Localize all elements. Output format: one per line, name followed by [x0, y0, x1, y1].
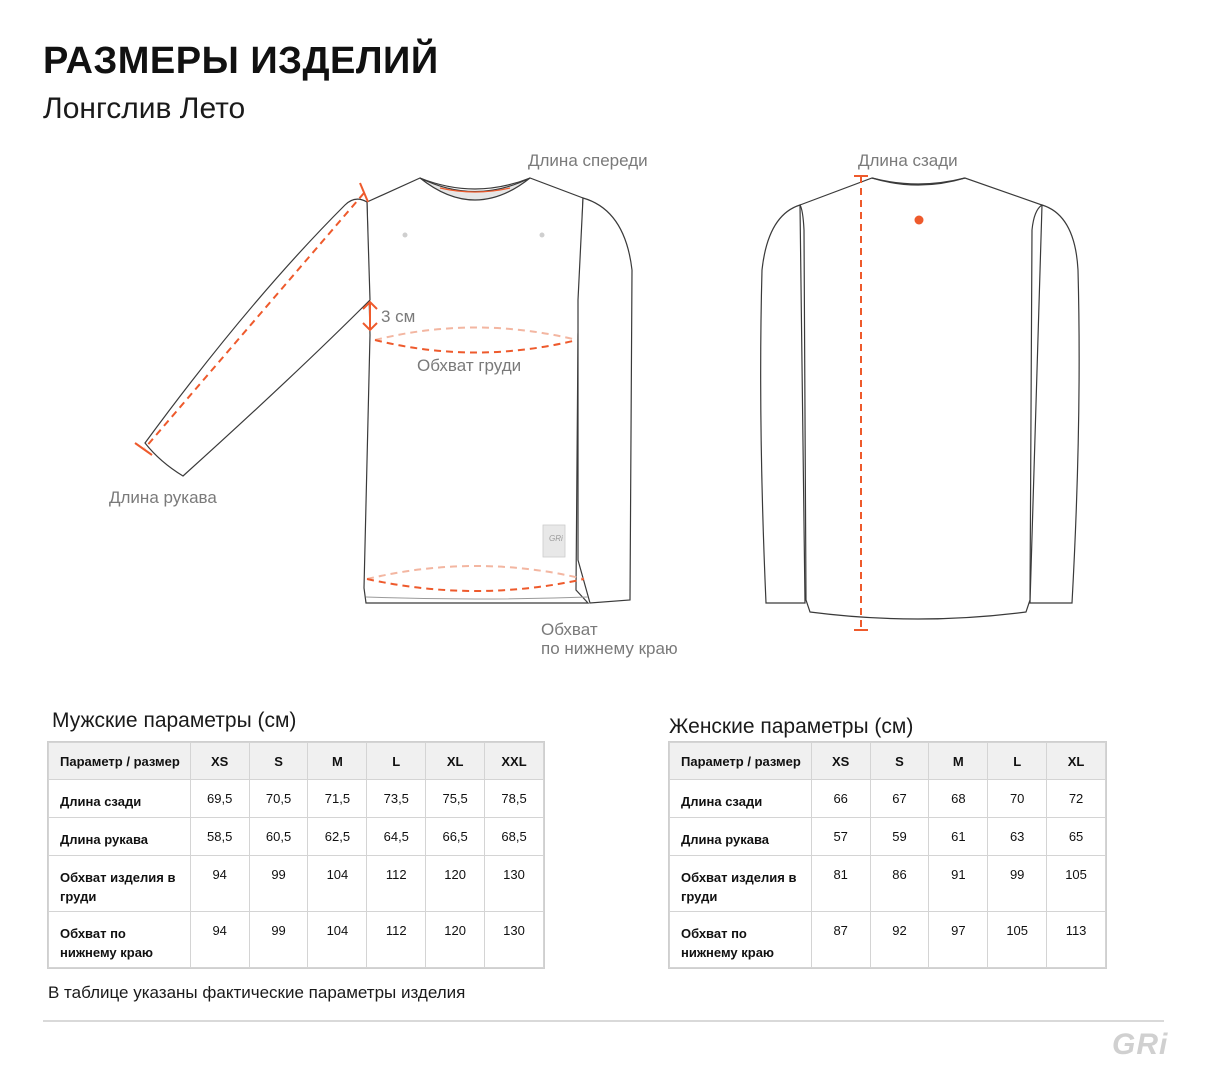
header-size: L	[367, 743, 426, 780]
header-size: M	[929, 743, 988, 780]
cell-value: 70	[988, 780, 1047, 818]
row-label: Длина сзади	[670, 780, 812, 818]
cell-value: 66,5	[426, 818, 485, 856]
cell-value: 120	[426, 856, 485, 912]
header-size: XL	[426, 743, 485, 780]
table-header-row	[670, 743, 1106, 780]
front-dot-right	[540, 233, 545, 238]
header-size: S	[249, 743, 308, 780]
cell-value: 99	[249, 856, 308, 912]
cell-value: 86	[870, 856, 929, 912]
cell-value: 66	[811, 780, 870, 818]
cell-value: 120	[426, 912, 485, 968]
label-sleeve: Длина рукава	[109, 488, 217, 507]
header-size: S	[870, 743, 929, 780]
table-header-row	[49, 743, 544, 780]
cell-value: 104	[308, 912, 367, 968]
table-row	[49, 856, 544, 912]
cell-value: 75,5	[426, 780, 485, 818]
product-name: Лонгслив Лето	[43, 92, 246, 125]
label-back-length: Длина сзади	[858, 151, 958, 170]
cell-value: 130	[485, 856, 544, 912]
label-chest: Обхват груди	[417, 356, 522, 375]
cell-value: 97	[929, 912, 988, 968]
table-row	[670, 912, 1106, 968]
cell-value: 62,5	[308, 818, 367, 856]
header-size: XL	[1047, 743, 1106, 780]
label-hem-line1: Обхват	[541, 620, 598, 639]
men-size-table	[48, 742, 544, 968]
cell-value: 104	[308, 856, 367, 912]
row-label: Длина рукава	[49, 818, 191, 856]
cell-value: 68,5	[485, 818, 544, 856]
row-label: Обхват по нижнему краю	[670, 912, 812, 968]
cell-value: 113	[1047, 912, 1106, 968]
cell-value: 57	[811, 818, 870, 856]
table-row	[670, 818, 1106, 856]
cell-value: 60,5	[249, 818, 308, 856]
cell-value: 105	[988, 912, 1047, 968]
cell-value: 67	[870, 780, 929, 818]
footnote: В таблице указаны фактические параметры изделия	[48, 983, 466, 1002]
brand-logo: GRi	[1112, 1028, 1169, 1061]
cell-value: 61	[929, 818, 988, 856]
table-row	[49, 780, 544, 818]
brand-tag-text: GRi	[549, 534, 563, 543]
row-label: Обхват по нижнему краю	[49, 912, 191, 968]
row-label: Длина рукава	[670, 818, 812, 856]
cell-value: 70,5	[249, 780, 308, 818]
header-size: L	[988, 743, 1047, 780]
cell-value: 112	[367, 856, 426, 912]
header-param: Параметр / размер	[670, 743, 812, 780]
cell-value: 58,5	[190, 818, 249, 856]
cell-value: 92	[870, 912, 929, 968]
cell-value: 87	[811, 912, 870, 968]
cell-value: 91	[929, 856, 988, 912]
header-size: XS	[190, 743, 249, 780]
header-size: M	[308, 743, 367, 780]
table-row	[49, 912, 544, 968]
label-offset: 3 см	[381, 307, 416, 326]
front-dot-left	[403, 233, 408, 238]
cell-value: 112	[367, 912, 426, 968]
cell-value: 72	[1047, 780, 1106, 818]
cell-value: 78,5	[485, 780, 544, 818]
cell-value: 69,5	[190, 780, 249, 818]
cell-value: 130	[485, 912, 544, 968]
label-hem-line2: по нижнему краю	[541, 639, 678, 658]
table-row	[49, 818, 544, 856]
cell-value: 94	[190, 856, 249, 912]
table-row	[670, 856, 1106, 912]
cell-value: 81	[811, 856, 870, 912]
back-view-shirt	[761, 178, 1079, 619]
cell-value: 63	[988, 818, 1047, 856]
footer-divider	[43, 1020, 1164, 1022]
cell-value: 99	[249, 912, 308, 968]
page-title: РАЗМЕРЫ ИЗДЕЛИЙ	[43, 40, 439, 82]
women-size-table	[669, 742, 1106, 968]
label-front-length: Длина спереди	[528, 151, 648, 170]
cell-value: 64,5	[367, 818, 426, 856]
table-row	[670, 780, 1106, 818]
cell-value: 65	[1047, 818, 1106, 856]
cell-value: 59	[870, 818, 929, 856]
header-size: XXL	[485, 743, 544, 780]
header-param: Параметр / размер	[49, 743, 191, 780]
header-size: XS	[811, 743, 870, 780]
back-dot	[915, 216, 924, 225]
row-label: Длина сзади	[49, 780, 191, 818]
cell-value: 71,5	[308, 780, 367, 818]
cell-value: 68	[929, 780, 988, 818]
row-label: Обхват изделия в груди	[49, 856, 191, 912]
men-table-title: Мужские параметры (см)	[52, 709, 297, 732]
cell-value: 73,5	[367, 780, 426, 818]
cell-value: 99	[988, 856, 1047, 912]
cell-value: 94	[190, 912, 249, 968]
row-label: Обхват изделия в груди	[670, 856, 812, 912]
cell-value: 105	[1047, 856, 1106, 912]
women-table-title: Женские параметры (см)	[669, 715, 914, 738]
